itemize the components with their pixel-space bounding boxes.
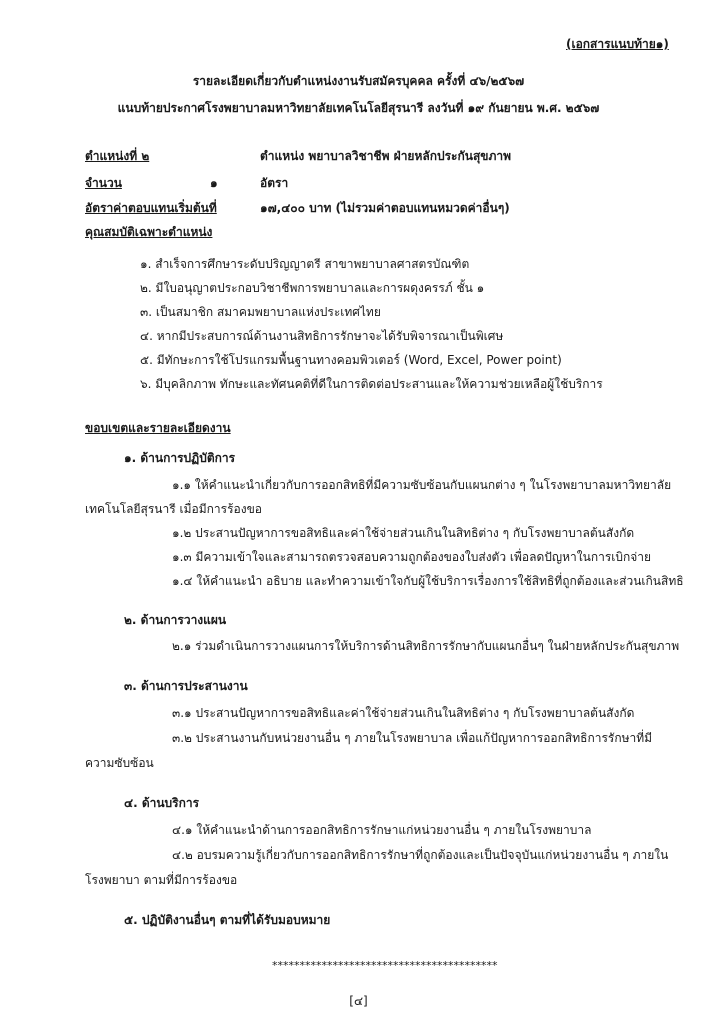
section-3-item-2b: ความซับซ้อน	[85, 756, 154, 770]
section-4-item-1: ๔.๑ ให้คำแนะนำด้านการออกสิทธิการรักษาแก่หน่วยงานอื่น ๆ ภายในโรงพยาบาล	[172, 823, 592, 837]
qualification-item: ๑. สำเร็จการศึกษาระดับปริญญาตรี สาขาพยาบาลศาสตรบัณฑิต	[140, 257, 470, 271]
qualification-item: ๕. มีทักษะการใช้โปรแกรมพื้นฐานทางคอมพิวเตอร์ (Word, Excel, Power point)	[140, 353, 562, 367]
section-1-item-4: ๑.๔ ให้คำแนะนำ อธิบาย และทำความเข้าใจกับผู้ใช้บริการเรื่องการใช้สิทธิที่ถูกต้องและส่วนเกินสิทธิ	[172, 574, 684, 588]
section-1-heading: ๑. ด้านการปฏิบัติการ	[124, 451, 236, 465]
scope-heading: ขอบเขตและรายละเอียดงาน	[85, 421, 231, 435]
qualification-item: ๔. หากมีประสบการณ์ด้านงานสิทธิการรักษาจะได้รับพิจารณาเป็นพิเศษ	[140, 329, 504, 343]
section-4-item-2a: ๔.๒ อบรมความรู้เกี่ยวกับการออกสิทธิการรักษาที่ถูกต้องและเป็นปัจจุบันแก่หน่วยงานอื่น ๆ ภายใน	[172, 848, 669, 862]
section-3-heading: ๓. ด้านการประสานงาน	[124, 679, 248, 693]
qualification-item: ๓. เป็นสมาชิก สมาคมพยาบาลแห่งประเทศไทย	[140, 305, 381, 319]
section-5-heading: ๕. ปฏิบัติงานอื่นๆ ตามที่ได้รับมอบหมาย	[124, 913, 331, 927]
section-1-item-3: ๑.๓ มีความเข้าใจและสามารถตรวจสอบความถูกต้องของใบส่งตัว เพื่อลดปัญหาในการเบิกจ่าย	[172, 550, 652, 564]
section-3-item-1: ๓.๑ ประสานปัญหาการขอสิทธิและค่าใช้จ่ายส่วนเกินในสิทธิต่าง ๆ กับโรงพยาบาลต้นสังกัด	[172, 706, 635, 720]
section-4-item-2b: โรงพยาบา ตามที่มีการร้องขอ	[85, 873, 238, 887]
title-line-1: รายละเอียดเกี่ยวกับตำแหน่งงานรับสมัครบุคคล ครั้งที่ ๔๖/๒๕๖๗	[192, 74, 525, 88]
section-1-item-1a: ๑.๑ ให้คำแนะนำเกี่ยวกับการออกสิทธิที่มีความซับซ้อนกับแผนกต่าง ๆ ในโรงพยาบาลมหาวิทยาลัย	[172, 478, 672, 492]
position-value: ตำแหน่ง พยาบาลวิชาชีพ ฝ่ายหลักประกันสุขภาพ	[260, 149, 512, 163]
qualifications-heading: คุณสมบัติเฉพาะตำแหน่ง	[85, 225, 213, 239]
attachment-label: (เอกสารแนบท้าย๑)	[566, 37, 669, 51]
qualification-item: ๒. มีใบอนุญาตประกอบวิชาชีพการพยาบาลและการผดุงครรภ์ ชั้น ๑	[140, 281, 485, 295]
qualification-item: ๖. มีบุคลิกภาพ ทักษะและทัศนคติที่ดีในการติดต่อประสานและให้ความช่วยเหลือผู้ใช้บริการ	[140, 377, 603, 391]
salary-label: อัตราค่าตอบแทนเริ่มต้นที่	[85, 201, 217, 215]
position-label: ตำแหน่งที่ ๒	[85, 149, 150, 163]
title-line-2: แนบท้ายประกาศโรงพยาบาลมหาวิทยาลัยเทคโนโลยีสุรนารี ลงวันที่ ๑๙ กันยายน พ.ศ. ๒๕๖๗	[117, 101, 600, 115]
separator-stars: *****************************************	[272, 959, 498, 972]
salary-value: ๑๗,๔๐๐ บาท (ไม่รวมค่าตอบแทนหมวดค่าอื่นๆ)	[260, 201, 510, 215]
section-3-item-2a: ๓.๒ ประสานงานกับหน่วยงานอื่น ๆ ภายในโรงพยาบาล เพื่อแก้ปัญหาการออกสิทธิการรักษาที่มี	[172, 731, 653, 745]
section-4-heading: ๔. ด้านบริการ	[124, 796, 200, 810]
quantity-number: ๑	[210, 176, 218, 190]
quantity-label: จำนวน	[85, 176, 122, 190]
section-1-item-2: ๑.๒ ประสานปัญหาการขอสิทธิและค่าใช้จ่ายส่วนเกินในสิทธิต่าง ๆ กับโรงพยาบาลต้นสังกัด	[172, 526, 635, 540]
section-1-item-1b: เทคโนโลยีสุรนารี เมื่อมีการร้องขอ	[85, 502, 262, 516]
section-2-item-1: ๒.๑ ร่วมดำเนินการวางแผนการให้บริการด้านสิทธิการรักษากับแผนกอื่นๆ ในฝ่ายหลักประกันสุขภาพ	[172, 639, 680, 653]
quantity-unit: อัตรา	[260, 176, 289, 190]
section-2-heading: ๒. ด้านการวางแผน	[124, 613, 227, 627]
page-number: [๔]	[349, 994, 368, 1008]
